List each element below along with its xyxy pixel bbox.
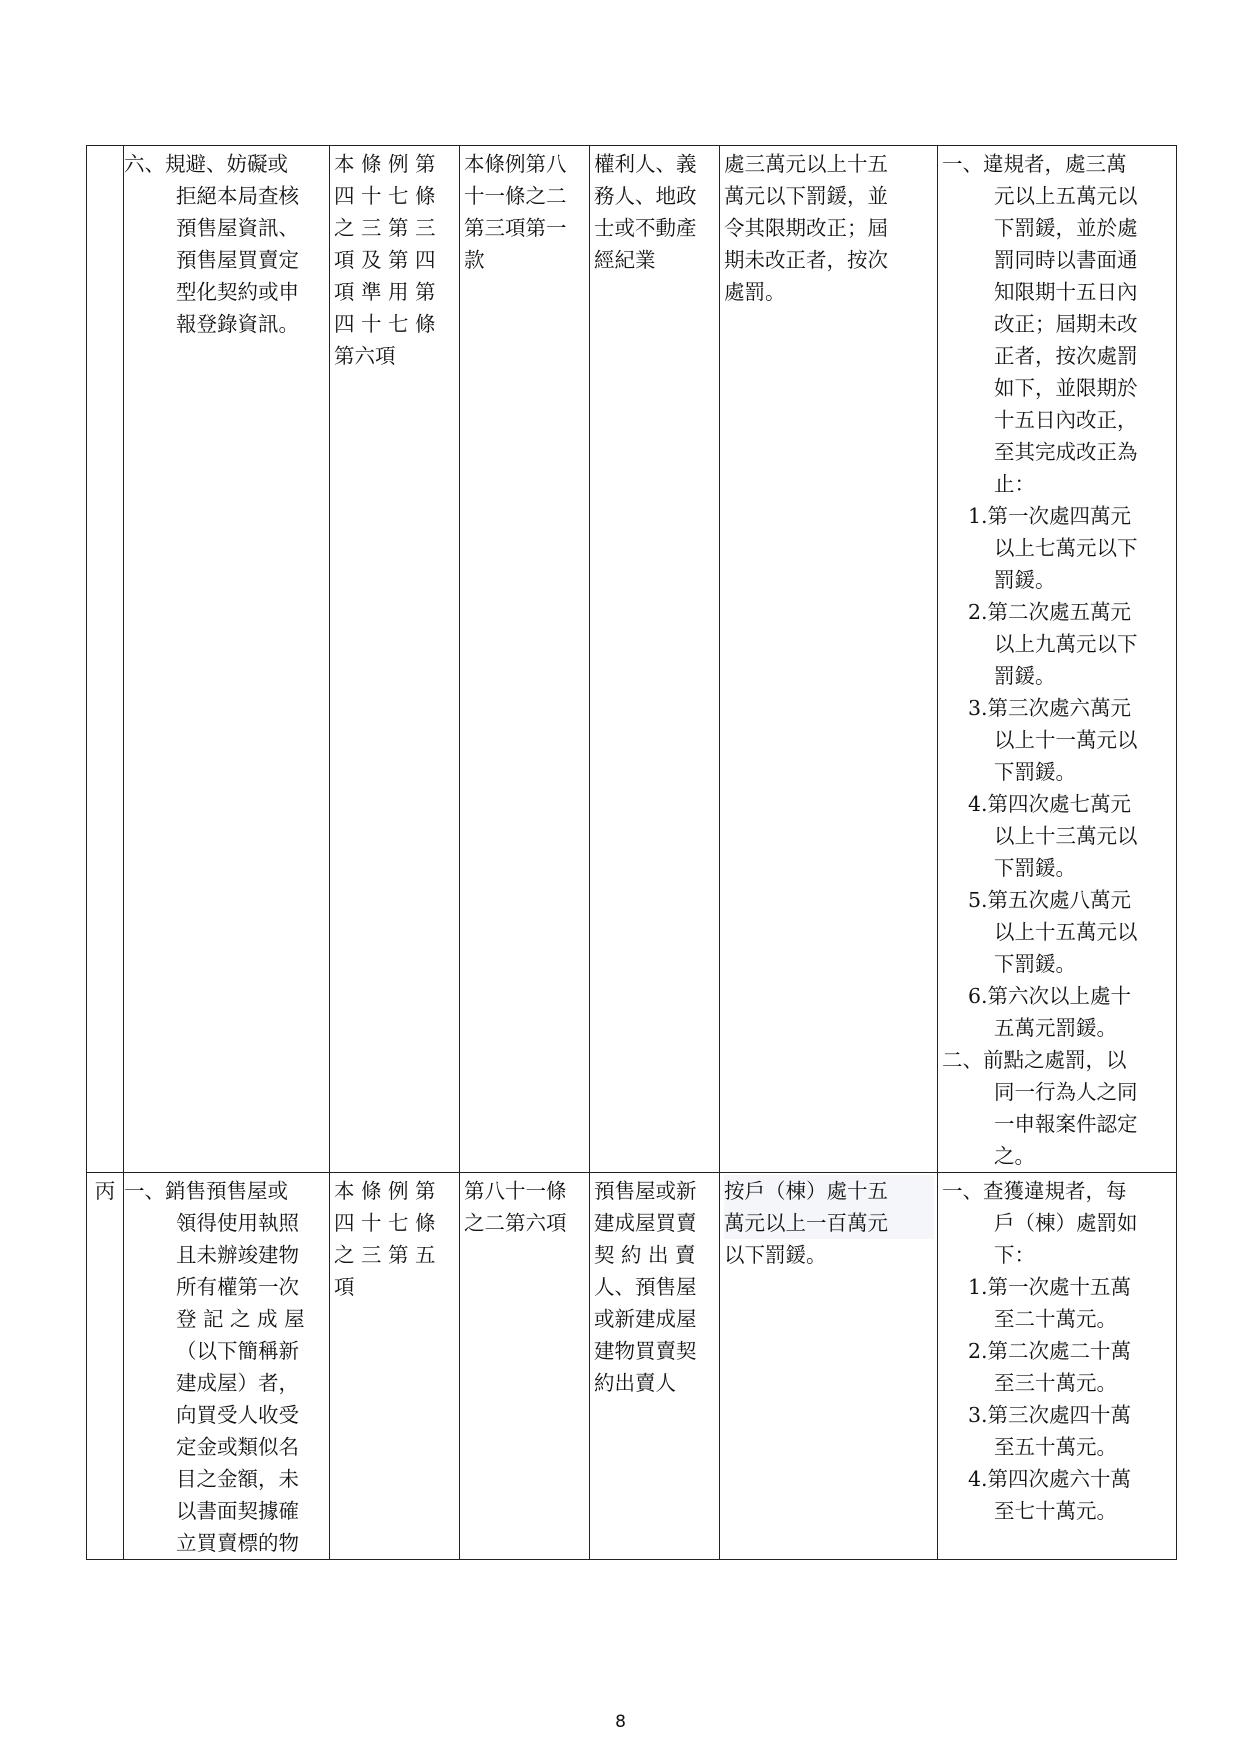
penalty-standard-line: 至五十萬元。	[994, 1435, 1117, 1459]
penalty-standard-line: 至二十萬元。	[994, 1307, 1117, 1331]
penalty-standard-line: 下罰鍰。	[994, 856, 1076, 880]
penalty-standard-line: 以上七萬元以下	[994, 536, 1138, 560]
penalty-standard-line: 罰鍰。	[994, 664, 1056, 688]
penalty-standard-cell	[938, 146, 1177, 1173]
penalty-standard-line: 如下，並限期於	[994, 376, 1138, 400]
violation-item-line: 登 記 之 成 屋	[176, 1307, 305, 1331]
penalty-basis-cell	[460, 146, 590, 1173]
penalty-standard-line: 罰鍰。	[994, 568, 1056, 592]
penalty-subject-line: 預售屋或新	[594, 1179, 697, 1203]
table-row	[87, 1173, 1177, 1560]
violation-item-cell	[124, 1173, 330, 1560]
violation-item-line: 以書面契據確	[176, 1499, 299, 1523]
penalty-standard-line: 2.第二次處二十萬	[968, 1339, 1132, 1363]
violated-provision-line: 之 三 第 五	[334, 1243, 436, 1267]
violated-provision-line: 之 三 第 三	[334, 216, 436, 240]
penalty-subject-cell	[590, 1173, 720, 1560]
penalty-standard-line: 同一行為人之同	[994, 1080, 1138, 1104]
violation-item-line: 立買賣標的物	[176, 1531, 299, 1555]
violated-provision-line: 四 十 七 條	[334, 184, 436, 208]
penalty-standard-line: 十五日內改正，	[994, 408, 1138, 432]
penalty-standard-line: 止：	[994, 472, 1035, 496]
penalty-subject-line: 或新建成屋	[594, 1307, 697, 1331]
penalty-standard-line: 戶（棟）處罰如	[994, 1211, 1138, 1235]
violation-item-line: 定金或類似名	[176, 1435, 299, 1459]
penalty-basis-line: 十一條之二	[464, 184, 567, 208]
penalty-standard-line: 元以上五萬元以	[994, 184, 1138, 208]
penalty-standard-line: 1.第一次處四萬元	[968, 504, 1132, 528]
penalty-standard-line: 知限期十五日內	[994, 280, 1138, 304]
violation-item-line: 預售屋買賣定	[176, 248, 299, 272]
category-label: 丙	[94, 1179, 116, 1203]
violation-item-line: 建成屋）者，	[176, 1371, 299, 1395]
penalty-standard-line: 二、前點之處罰，以	[942, 1048, 1127, 1072]
violation-item-cell	[124, 146, 330, 1173]
violation-item-line: 報登錄資訊。	[176, 312, 299, 336]
penalty-standard-line: 以上十三萬元以	[994, 824, 1138, 848]
violation-item-line: （以下簡稱新	[176, 1339, 299, 1363]
penalty-basis-line: 第三項第一	[464, 216, 567, 240]
category-cell	[87, 146, 124, 1173]
violation-item-line: 預售屋資訊、	[176, 216, 299, 240]
penalty-standard-line: 以上九萬元以下	[994, 632, 1138, 656]
penalty-standard-line: 4.第四次處七萬元	[968, 792, 1132, 816]
penalty-basis-cell	[460, 1173, 590, 1560]
penalty-subject-line: 務人、地政	[594, 184, 697, 208]
penalty-standard-line: 以上十一萬元以	[994, 728, 1138, 752]
penalty-standard-line: 之。	[994, 1144, 1035, 1168]
penalty-standard-cell	[938, 1173, 1177, 1560]
penalty-standard-line: 至七十萬元。	[994, 1499, 1117, 1523]
statutory-range-cell	[720, 146, 938, 1173]
penalty-subject-line: 人、預售屋	[594, 1275, 697, 1299]
penalty-standard-line: 4.第四次處六十萬	[968, 1467, 1132, 1491]
statutory-range-line: 期未改正者，按次	[724, 248, 888, 272]
violated-provision-line: 本 條 例 第	[334, 152, 436, 176]
violation-item-line: 所有權第一次	[176, 1275, 299, 1299]
violation-item-line: 且未辦竣建物	[176, 1243, 299, 1267]
statutory-range-line: 處罰。	[724, 280, 786, 304]
statutory-range-line: 令其限期改正；屆	[724, 216, 888, 240]
penalty-standard-line: 1.第一次處十五萬	[968, 1275, 1132, 1299]
violated-provision-line: 項	[334, 1275, 355, 1299]
penalty-standard-line: 罰同時以書面通	[994, 248, 1138, 272]
penalty-subject-line: 士或不動產	[594, 216, 697, 240]
penalty-standard-line: 一申報案件認定	[994, 1112, 1138, 1136]
penalty-standard-line: 2.第二次處五萬元	[968, 600, 1132, 624]
violation-item-line: 向買受人收受	[176, 1403, 299, 1427]
penalty-subject-line: 經紀業	[594, 248, 656, 272]
penalty-standard-line: 一、查獲違規者，每	[942, 1179, 1127, 1203]
penalty-subject-cell	[590, 146, 720, 1173]
statutory-range-line: 萬元以上一百萬元	[724, 1207, 934, 1239]
statutory-range-line: 處三萬元以上十五	[724, 152, 888, 176]
category-cell	[87, 1173, 124, 1560]
penalty-standard-line: 6.第六次以上處十	[968, 984, 1132, 1008]
page-number: 8	[615, 1712, 626, 1732]
violated-provision-cell	[330, 146, 460, 1173]
penalty-standard-line: 下罰鍰，並於處	[994, 216, 1138, 240]
penalty-standard-line: 下罰鍰。	[994, 760, 1076, 784]
penalty-subject-line: 契 約 出 賣	[594, 1243, 696, 1267]
statutory-range-line: 按戶（棟）處十五	[724, 1175, 934, 1207]
violation-item-line: 拒絕本局查核	[176, 184, 299, 208]
violated-provision-line: 四 十 七 條	[334, 1211, 436, 1235]
penalty-subject-line: 建成屋買賣	[594, 1211, 697, 1235]
violated-provision-cell	[330, 1173, 460, 1560]
statutory-range-cell	[720, 1173, 938, 1560]
penalty-standard-line: 至其完成改正為	[994, 440, 1138, 464]
penalty-standard-line: 5.第五次處八萬元	[968, 888, 1132, 912]
violation-item-line: 型化契約或申	[176, 280, 299, 304]
penalty-basis-line: 第八十一條	[464, 1179, 567, 1203]
penalty-subject-line: 約出賣人	[594, 1371, 676, 1395]
penalty-subject-line: 建物買賣契	[594, 1339, 697, 1363]
penalty-standard-line: 正者，按次處罰	[994, 344, 1138, 368]
penalty-standard-line: 五萬元罰鍰。	[994, 1016, 1117, 1040]
statutory-range-line: 萬元以下罰鍰，並	[724, 184, 888, 208]
penalty-standard-line: 改正；屆期未改	[994, 312, 1138, 336]
penalty-standard-line: 3.第三次處四十萬	[968, 1403, 1132, 1427]
penalty-standard-line: 以上十五萬元以	[994, 920, 1138, 944]
penalty-standard-line: 至三十萬元。	[994, 1371, 1117, 1395]
regulation-table	[86, 145, 1177, 1560]
penalty-basis-line: 款	[464, 248, 485, 272]
violated-provision-line: 項 準 用 第	[334, 280, 436, 304]
violated-provision-line: 四 十 七 條	[334, 312, 436, 336]
violated-provision-line: 第六項	[334, 344, 396, 368]
violation-item-line: 一、銷售預售屋或	[124, 1179, 288, 1203]
penalty-subject-line: 權利人、義	[594, 152, 697, 176]
penalty-standard-line: 一、違規者，處三萬	[942, 152, 1127, 176]
violation-item-line: 六、規避、妨礙或	[124, 152, 288, 176]
penalty-basis-line: 本條例第八	[464, 152, 567, 176]
table-row	[87, 146, 1177, 1173]
penalty-standard-line: 下罰鍰。	[994, 952, 1076, 976]
violation-item-line: 領得使用執照	[176, 1211, 299, 1235]
penalty-standard-line: 3.第三次處六萬元	[968, 696, 1132, 720]
penalty-basis-line: 之二第六項	[464, 1211, 567, 1235]
violated-provision-line: 本 條 例 第	[334, 1179, 436, 1203]
violation-item-line: 目之金額，未	[176, 1467, 299, 1491]
statutory-range-line: 以下罰鍰。	[724, 1243, 827, 1267]
penalty-standard-line: 下：	[994, 1243, 1035, 1267]
violated-provision-line: 項 及 第 四	[334, 248, 436, 272]
